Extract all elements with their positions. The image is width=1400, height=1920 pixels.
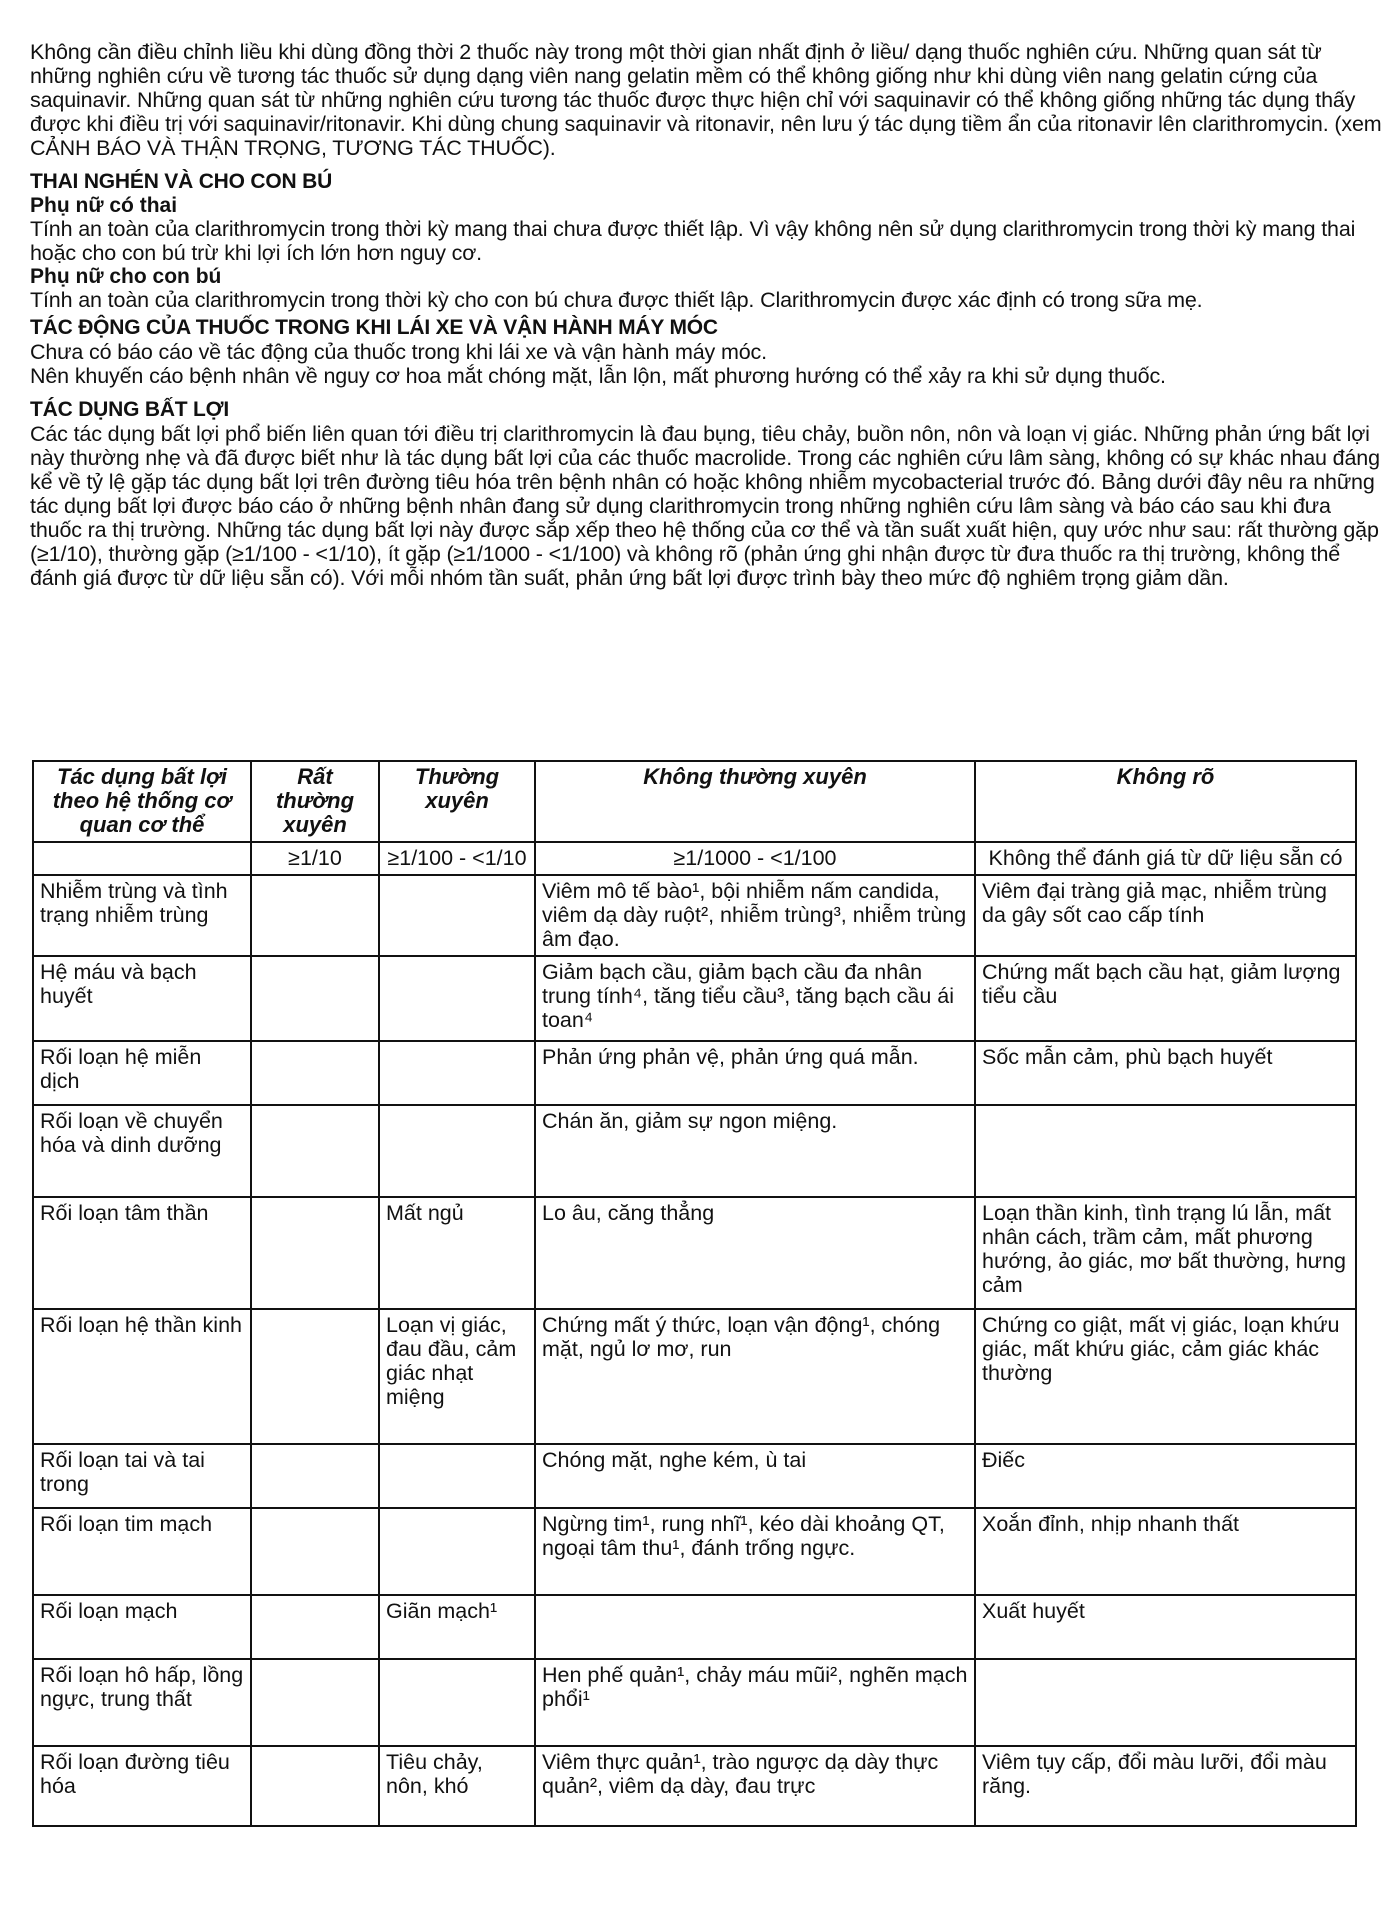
table-cell: Điếc xyxy=(975,1444,1356,1508)
table-cell: ≥1/1000 - <1/100 xyxy=(535,842,975,875)
table-cell xyxy=(251,1197,379,1309)
adverse-effects-table xyxy=(32,760,1357,1827)
table-cell: Sốc mẫn cảm, phù bạch huyết xyxy=(975,1041,1356,1105)
header-organ-system: Tác dụng bất lợi theo hệ thống cơ quan cơ thể xyxy=(33,761,251,842)
table-row xyxy=(33,956,1356,1041)
table-row xyxy=(33,1659,1356,1746)
table-cell: Hệ máu và bạch huyết xyxy=(33,956,251,1041)
table-cell xyxy=(251,1041,379,1105)
breastfeeding-subheading: Phụ nữ cho con bú xyxy=(30,265,222,288)
table-cell: Rối loạn đường tiêu hóa xyxy=(33,1746,251,1826)
table-row xyxy=(33,1444,1356,1508)
table-cell xyxy=(379,1659,535,1746)
table-cell: Xoắn đỉnh, nhịp nhanh thất xyxy=(975,1508,1356,1595)
table-cell: Hen phế quản¹, chảy máu mũi², nghẽn mạch phổi¹ xyxy=(535,1659,975,1746)
table-cell: Phản ứng phản vệ, phản ứng quá mẫn. xyxy=(535,1041,975,1105)
table-cell: Rối loạn về chuyển hóa và dinh dưỡng xyxy=(33,1105,251,1197)
driving-text-2: Nên khuyến cáo bệnh nhân về nguy cơ hoa mắt chóng mặt, lẫn lộn, mất phương hướng có thể xảy ra khi sử dụng thuốc. xyxy=(30,364,1166,388)
table-cell: Rối loạn tai và tai trong xyxy=(33,1444,251,1508)
driving-heading: TÁC ĐỘNG CỦA THUỐC TRONG KHI LÁI XE VÀ VẬN HÀNH MÁY MÓC xyxy=(30,316,718,339)
table-cell xyxy=(251,956,379,1041)
table-cell: Rối loạn hô hấp, lồng ngực, trung thất xyxy=(33,1659,251,1746)
table-cell xyxy=(379,1041,535,1105)
table-row xyxy=(33,875,1356,956)
table-cell: Chứng co giật, mất vị giác, loạn khứu giác, mất khứu giác, cảm giác khác thường xyxy=(975,1309,1356,1444)
table-cell: Xuất huyết xyxy=(975,1595,1356,1659)
table-cell xyxy=(251,1595,379,1659)
table-row xyxy=(33,1746,1356,1826)
table-row xyxy=(33,1309,1356,1444)
table-row xyxy=(33,1197,1356,1309)
table-cell xyxy=(535,1595,975,1659)
table-header-row xyxy=(33,761,1356,842)
pregnancy-heading: THAI NGHÉN VÀ CHO CON BÚ xyxy=(30,170,333,193)
table-cell xyxy=(33,842,251,875)
table-cell: Giãn mạch¹ xyxy=(379,1595,535,1659)
intro-paragraph: Không cần điều chỉnh liều khi dùng đồng thời 2 thuốc này trong một thời gian nhất định ở liều/ dạng thuốc nghiên cứu. Những quan sát từ những nghiên cứu về tương tác thuốc sử dụng dạng viên nang gelatin mềm có thể không giống như khi dùng viên nang gelatin cứng của saquinavir. Những quan sát từ những nghiên cứu tương tác thuốc được thực hiện chỉ với saquinavir có thể không giống những tác dụng thấy được khi điều trị với saquinavir/ritonavir. Khi dùng chung saquinavir và ritonavir, nên lưu ý tác dụng tiềm ẩn của ritonavir lên clarithromycin. (xem CẢNH BÁO VÀ THẬN TRỌNG, TƯƠNG TÁC THUỐC). xyxy=(30,40,1382,160)
table-cell: Nhiễm trùng và tình trạng nhiễm trùng xyxy=(33,875,251,956)
document-body xyxy=(30,40,1385,590)
table-cell: Loạn vị giác, đau đầu, cảm giác nhạt miệng xyxy=(379,1309,535,1444)
pregnant-subheading: Phụ nữ có thai xyxy=(30,194,178,217)
table-cell: Chán ăn, giảm sự ngon miệng. xyxy=(535,1105,975,1197)
adverse-heading: TÁC DỤNG BẤT LỢI xyxy=(30,398,230,421)
table-cell xyxy=(251,1105,379,1197)
table-row xyxy=(33,1508,1356,1595)
table-cell xyxy=(251,1309,379,1444)
table-cell: Không thể đánh giá từ dữ liệu sẵn có xyxy=(975,842,1356,875)
table-cell: Rối loạn tâm thần xyxy=(33,1197,251,1309)
table-cell: Viêm tụy cấp, đổi màu lưỡi, đổi màu răng. xyxy=(975,1746,1356,1826)
table-cell xyxy=(251,1659,379,1746)
table-cell: Viêm mô tế bào¹, bội nhiễm nấm candida, viêm dạ dày ruột², nhiễm trùng³, nhiễm trùng âm đạo. xyxy=(535,875,975,956)
header-common: Thường xuyên xyxy=(379,761,535,842)
table-cell: Tiêu chảy, nôn, khó xyxy=(379,1746,535,1826)
breastfeeding-text: Tính an toàn của clarithromycin trong thời kỳ cho con bú chưa được thiết lập. Clarithromycin được xác định có trong sữa mẹ. xyxy=(30,288,1203,312)
table-cell xyxy=(379,956,535,1041)
table-cell xyxy=(251,875,379,956)
table-cell xyxy=(975,1659,1356,1746)
table-cell: Mất ngủ xyxy=(379,1197,535,1309)
table-row xyxy=(33,1041,1356,1105)
adverse-text: Các tác dụng bất lợi phổ biến liên quan tới điều trị clarithromycin là đau bụng, tiêu chảy, buồn nôn, nôn và loạn vị giác. Những phản ứng bất lợi này thường nhẹ và đã được biết như là tác dụng bất lợi của các thuốc macrolide. Trong các nghiên cứu lâm sàng, không có sự khác nhau đáng kể về tỷ lệ gặp tác dụng bất lợi trên đường tiêu hóa trên bệnh nhân có hoặc không nhiễm mycobacterial trước đó. Bảng dưới đây nêu ra những tác dụng bất lợi được báo cáo ở những bệnh nhân đang sử dụng clarithromycin trong những nghiên cứu lâm sàng và báo cáo sau khi đưa thuốc ra thị trường. Những tác dụng bất lợi này được sắp xếp theo hệ thống của cơ thể và tần suất xuất hiện, quy ước như sau: rất thường gặp (≥1/10), thường gặp (≥1/100 - <1/10), ít gặp (≥1/1000 - <1/100) và không rõ (phản ứng ghi nhận được từ đưa thuốc ra thị trường, không thể đánh giá được từ dữ liệu sẵn có). Với mỗi nhóm tần suất, phản ứng bất lợi được trình bày theo mức độ nghiêm trọng giảm dần. xyxy=(30,422,1380,590)
table-cell xyxy=(251,1746,379,1826)
table-cell: Viêm thực quản¹, trào ngược dạ dày thực quản², viêm dạ dày, đau trực xyxy=(535,1746,975,1826)
table-cell: Chứng mất bạch cầu hạt, giảm lượng tiểu cầu xyxy=(975,956,1356,1041)
table-row xyxy=(33,1595,1356,1659)
table-cell: Lo âu, căng thẳng xyxy=(535,1197,975,1309)
table-cell xyxy=(251,1444,379,1508)
table-cell: Rối loạn hệ miễn dịch xyxy=(33,1041,251,1105)
table-cell: Chứng mất ý thức, loạn vận động¹, chóng mặt, ngủ lơ mơ, run xyxy=(535,1309,975,1444)
table-cell: Ngừng tim¹, rung nhĩ¹, kéo dài khoảng QT, ngoại tâm thu¹, đánh trống ngực. xyxy=(535,1508,975,1595)
table-cell xyxy=(379,1508,535,1595)
header-uncommon: Không thường xuyên xyxy=(535,761,975,842)
pregnant-text: Tính an toàn của clarithromycin trong thời kỳ mang thai chưa được thiết lập. Vì vậy không nên sử dụng clarithromycin trong thời kỳ mang thai hoặc cho con bú trừ khi lợi ích lớn hơn nguy cơ. xyxy=(30,217,1356,265)
table-cell: Viêm đại tràng giả mạc, nhiễm trùng da gây sốt cao cấp tính xyxy=(975,875,1356,956)
table-cell xyxy=(379,1444,535,1508)
table-cell: Loạn thần kinh, tình trạng lú lẫn, mất nhân cách, trầm cảm, mất phương hướng, ảo giác, mơ bất thường, hưng cảm xyxy=(975,1197,1356,1309)
table-cell xyxy=(379,875,535,956)
table-cell: Rối loạn mạch xyxy=(33,1595,251,1659)
table-cell: ≥1/100 - <1/10 xyxy=(379,842,535,875)
table-cell xyxy=(251,1508,379,1595)
table-cell: Rối loạn tim mạch xyxy=(33,1508,251,1595)
table-cell: ≥1/10 xyxy=(251,842,379,875)
table-cell: Giảm bạch cầu, giảm bạch cầu đa nhân trung tính⁴, tăng tiểu cầu³, tăng bạch cầu ái toan⁴ xyxy=(535,956,975,1041)
table-cell xyxy=(379,1105,535,1197)
header-very-common: Rất thường xuyên xyxy=(251,761,379,842)
frequency-row xyxy=(33,842,1356,875)
driving-text-1: Chưa có báo cáo về tác động của thuốc trong khi lái xe và vận hành máy móc. xyxy=(30,340,767,364)
header-unknown: Không rõ xyxy=(975,761,1356,842)
table-cell: Chóng mặt, nghe kém, ù tai xyxy=(535,1444,975,1508)
table-cell xyxy=(975,1105,1356,1197)
table-row xyxy=(33,1105,1356,1197)
table-cell: Rối loạn hệ thần kinh xyxy=(33,1309,251,1444)
